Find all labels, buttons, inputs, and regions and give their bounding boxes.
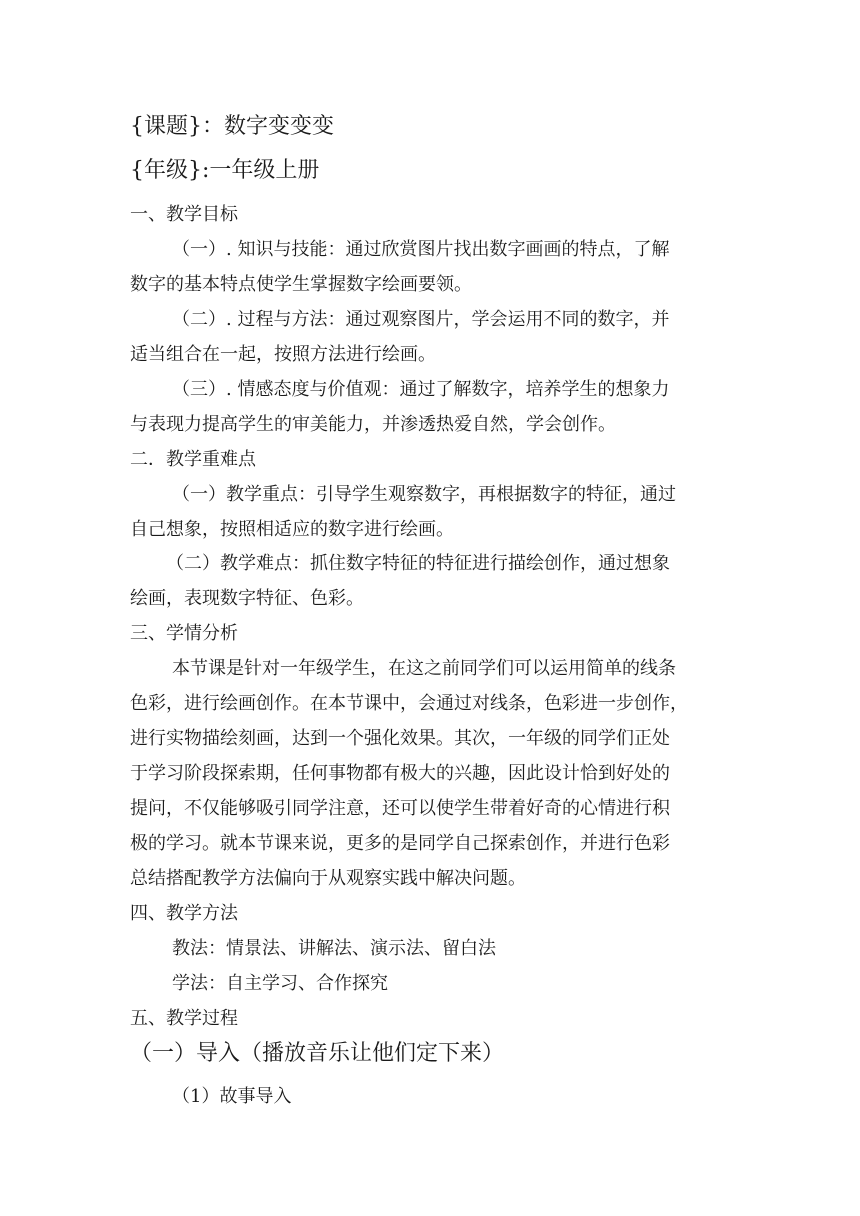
learning-methods: 学法：自主学习、合作探究 — [172, 973, 388, 994]
analysis-line-6: 极的学习。就本节课来说，更多的是同学自己探索创作，并进行色彩 — [130, 833, 670, 854]
key-point-line-1: （一）教学重点：引导学生观察数字，再根据数字的特征，通过 — [172, 484, 676, 505]
section-heading-analysis: 三、学情分析 — [130, 623, 238, 644]
grade-line: {年级}:一年级上册 — [130, 158, 320, 183]
process-step-intro: （一）导入（播放音乐让他们定下来） — [130, 1041, 505, 1066]
analysis-line-3: 进行实物描绘刻画，达到一个强化效果。其次，一年级的同学们正处 — [130, 728, 670, 749]
section-heading-objectives: 一、教学目标 — [130, 204, 238, 225]
analysis-line-4: 于学习阶段探索期，任何事物都有极大的兴趣，因此设计恰到好处的 — [130, 763, 670, 784]
lesson-title: {课题}：数字变变变 — [130, 114, 334, 139]
objective-3-line-1: （三）. 情感态度与价值观：通过了解数字，培养学生的想象力 — [172, 379, 670, 400]
objective-3-line-2: 与表现力提高学生的审美能力，并渗透热爱自然，学会创作。 — [130, 414, 616, 435]
difficulty-line-2: 绘画，表现数字特征、色彩。 — [130, 588, 364, 609]
objective-2-line-2: 适当组合在一起，按照方法进行绘画。 — [130, 344, 436, 365]
section-heading-key-points: 二．教学重难点 — [130, 449, 256, 470]
difficulty-line-1: （二）教学难点：抓住数字特征的特征进行描绘创作，通过想象 — [166, 553, 670, 574]
analysis-line-5: 提问，不仅能够吸引同学注意，还可以使学生带着好奇的心情进行积 — [130, 798, 670, 819]
analysis-line-2: 色彩，进行绘画创作。在本节课中，会通过对线条，色彩进一步创作， — [130, 693, 688, 714]
teaching-methods: 教法：情景法、讲解法、演示法、留白法 — [172, 938, 496, 959]
section-heading-methods: 四、教学方法 — [130, 903, 238, 924]
objective-2-line-1: （二）. 过程与方法：通过观察图片，学会运用不同的数字，并 — [172, 309, 670, 330]
analysis-line-7: 总结搭配教学方法偏向于从观察实践中解决问题。 — [130, 868, 526, 889]
section-heading-process: 五、教学过程 — [130, 1008, 238, 1029]
objective-1-line-2: 数字的基本特点使学生掌握数字绘画要领。 — [130, 274, 472, 295]
objective-1-line-1: （一）. 知识与技能：通过欣赏图片找出数字画画的特点，了解 — [172, 239, 670, 260]
key-point-line-2: 自己想象，按照相适应的数字进行绘画。 — [130, 519, 454, 540]
analysis-line-1: 本节课是针对一年级学生，在这之前同学们可以运用简单的线条 — [172, 658, 676, 679]
process-substep-story: （1）故事导入 — [172, 1086, 292, 1107]
